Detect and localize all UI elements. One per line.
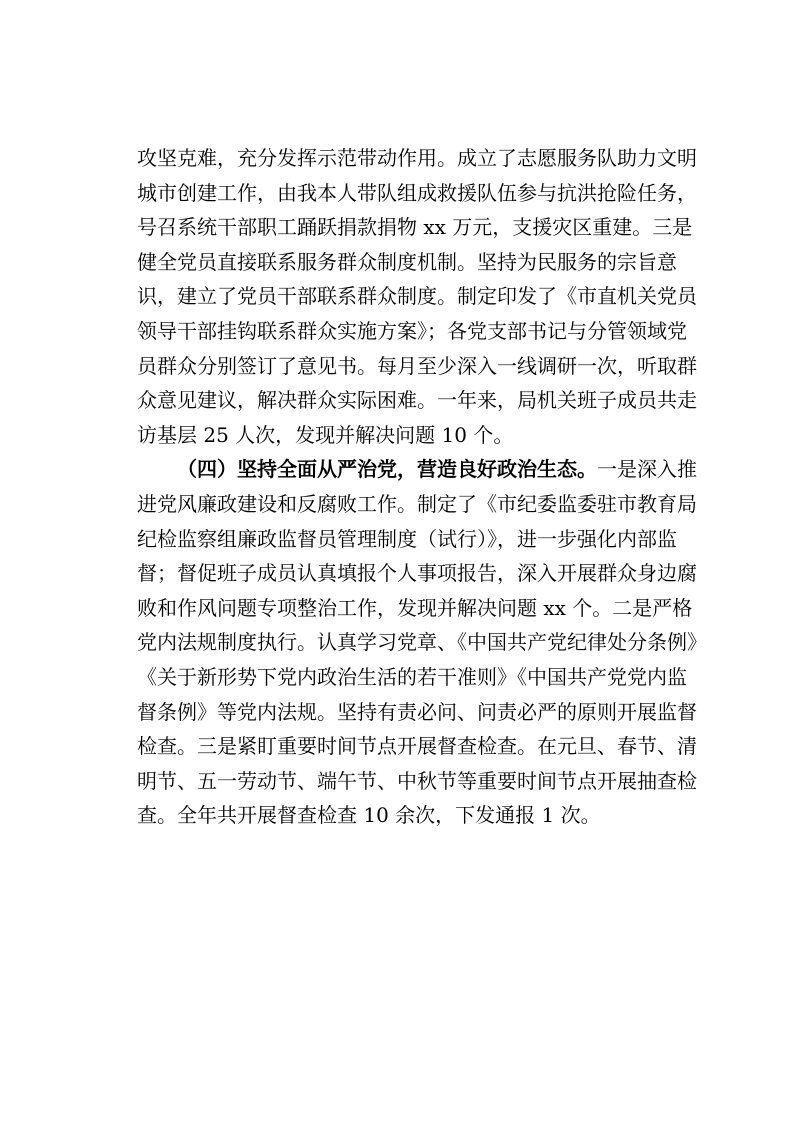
section-heading-line <box>137 452 697 487</box>
paragraph-line <box>137 141 697 176</box>
paragraph-line <box>137 487 697 522</box>
paragraph-line <box>137 349 697 384</box>
line-text: 督条例》等党内法规。坚持有责必问、问责必严的原则开展监督 <box>137 699 697 724</box>
paragraph-line <box>137 798 657 833</box>
paragraph-line <box>137 245 677 280</box>
paragraph-line <box>137 314 687 349</box>
line-text: 纪检监察组廉政监督员管理制度（试行）》，进一步强化内部监 <box>137 526 677 551</box>
line-text: 检查。三是紧盯重要时间节点开展督查检查。在元旦、春节、清 <box>137 734 697 759</box>
line-text: 进党风廉政建设和反腐败工作。制定了《市纪委监委驻市教育局 <box>137 491 697 516</box>
line-text: 攻坚克难，充分发挥示范带动作用。成立了志愿服务队助力文明 <box>137 146 697 170</box>
line-text: 访基层 25 人次，发现并解决问题 10 个。 <box>137 422 514 447</box>
paragraph-line <box>137 591 693 626</box>
paragraph-line <box>137 695 697 730</box>
paragraph-line <box>137 383 697 418</box>
section-heading: （四）坚持全面从严治党，营造良好政治生态。 <box>177 457 597 482</box>
line-text: 健全党员直接联系服务群众制度机制。坚持为民服务的宗旨意 <box>137 249 677 274</box>
paragraph-line <box>137 418 657 453</box>
line-text: 党内法规制度执行。认真学习党章、《中国共产党纪律处分条例》 <box>137 630 707 655</box>
line-text: 查。全年共开展督查检查 10 余次，下发通报 1 次。 <box>137 803 601 828</box>
line-text: 明节、五一劳动节、端午节、中秋节等重要时间节点开展抽查检 <box>137 768 697 793</box>
line-text: 号召系统干部职工踊跃捐款捐物 xx 万元，支援灾区重建。三是 <box>137 215 693 240</box>
line-text: 督；督促班子成员认真填报个人事项报告，深入开展群众身边腐 <box>137 561 697 586</box>
line-text: 《关于新形势下党内政治生活的若干准则》《中国共产党党内监 <box>137 664 687 689</box>
line-text: 城市创建工作，由我本人带队组成救援队伍参与抗洪抢险任务， <box>137 180 697 205</box>
line-text: 员群众分别签订了意见书。每月至少深入一线调研一次，听取群 <box>137 353 697 378</box>
paragraph-line <box>137 279 697 314</box>
document-body <box>137 141 707 833</box>
paragraph-line <box>137 210 693 245</box>
line-text: 一是深入推 <box>597 457 697 482</box>
paragraph-line <box>137 522 677 557</box>
paragraph-line <box>137 729 697 764</box>
paragraph-line <box>137 176 697 211</box>
line-text: 识，建立了党员干部联系群众制度。制定印发了《市直机关党员 <box>137 284 697 309</box>
paragraph-line <box>137 660 687 695</box>
line-text: 败和作风问题专项整治工作，发现并解决问题 xx 个。二是严格 <box>137 595 693 620</box>
paragraph-line <box>137 625 707 660</box>
paragraph-line <box>137 556 697 591</box>
paragraph-line <box>137 764 697 799</box>
line-text: 众意见建议，解决群众实际困难。一年来，局机关班子成员共走 <box>137 388 697 413</box>
line-text: 领导干部挂钩联系群众实施方案》；各党支部书记与分管领域党 <box>137 318 687 343</box>
